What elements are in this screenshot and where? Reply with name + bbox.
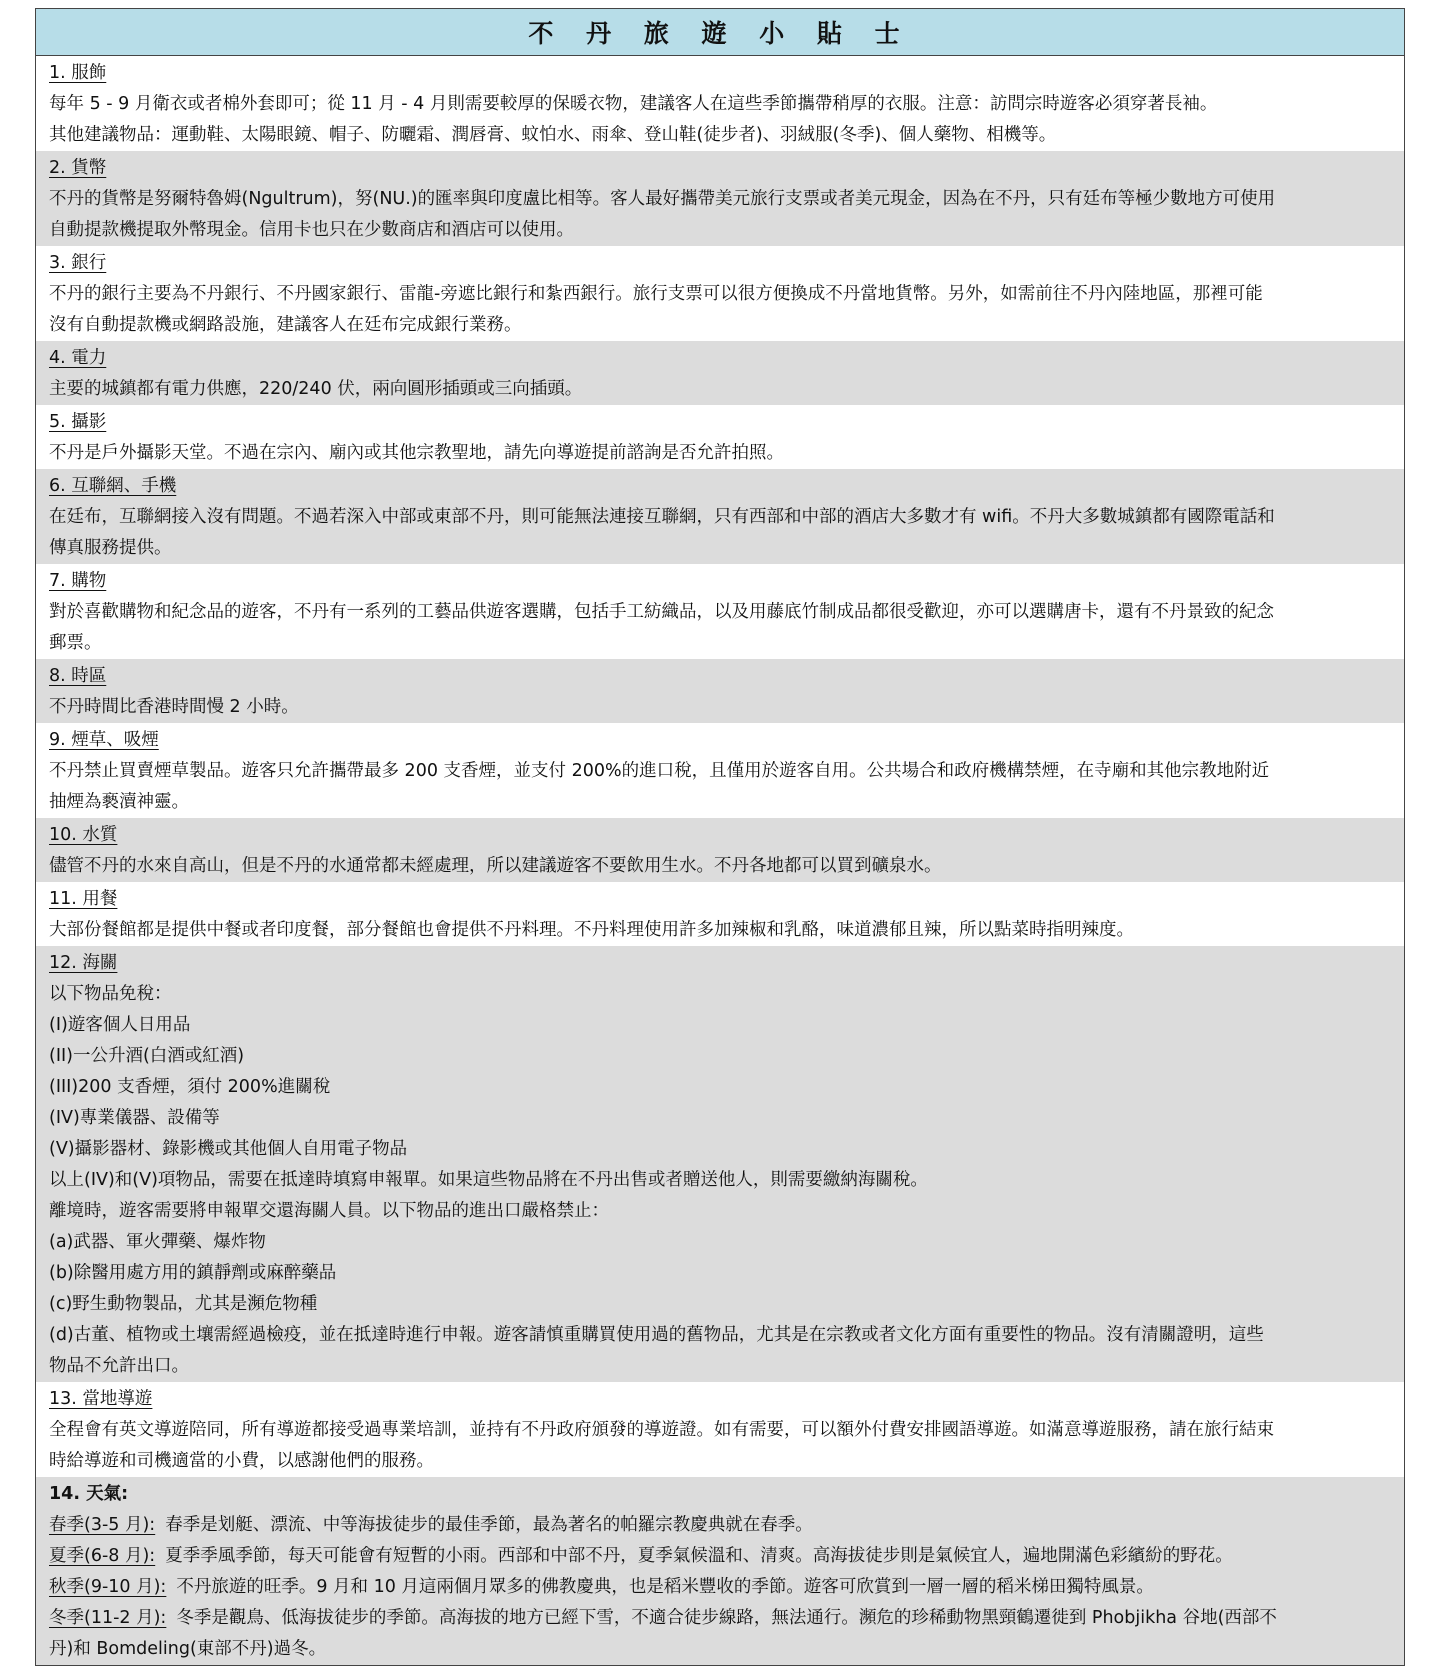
section-text-line: 在廷布，互聯網接入沒有問題。不過若深入中部或東部不丹，則可能無法連接互聯網，只有西部和中部的酒店大多數才有 wifi。不丹大多數城鎮都有國際電話和 [49,507,1275,527]
season-row [49,1572,1391,1603]
section-heading: 13. 當地導遊 [49,1389,153,1409]
section-text-line: (b)除醫用處方用的鎮靜劑或麻醉藥品 [49,1263,337,1283]
section-text-line: (c)野生動物製品，尤其是瀕危物種 [49,1294,318,1314]
section-text-line: 時給導遊和司機適當的小費，以感謝他們的服務。 [49,1451,434,1471]
season-continuation: 丹)和 Bomdeling(東部不丹)過冬。 [49,1639,327,1659]
section-text-line: (a)武器、軍火彈藥、爆炸物 [49,1232,266,1252]
section-text-line: 抽煙為褻瀆神靈。 [49,792,189,812]
section-heading: 6. 互聯網、手機 [49,476,177,496]
season-label: 秋季(9-10 月): [49,1577,167,1597]
section-heading: 1. 服飾 [49,63,107,83]
section-12 [36,946,1404,1382]
section-11 [36,882,1404,946]
season-label: 春季(3-5 月): [49,1515,156,1535]
season-text: 春季是划艇、漂流、中等海拔徒步的最佳季節，最為著名的帕羅宗教慶典就在春季。 [165,1515,813,1535]
section-text-line: 其他建議物品：運動鞋、太陽眼鏡、帽子、防曬霜、潤唇膏、蚊怕水、雨傘、登山鞋(徒步者)、羽絨服(冬季)、個人藥物、相機等。 [49,125,1057,145]
section-text-line: (d)古董、植物或土壤需經過檢疫，並在抵達時進行申報。遊客請慎重購買使用過的舊物品，尤其是在宗教或者文化方面有重要性的物品。沒有清關證明，這些 [49,1325,1264,1345]
section-1 [36,56,1404,151]
section-weather [36,1477,1404,1665]
season-text: 夏季季風季節，每天可能會有短暫的小雨。西部和中部不丹，夏季氣候溫和、清爽。高海拔徒步則是氣候宜人，遍地開滿色彩繽紛的野花。 [165,1546,1233,1566]
section-text-line: 不丹的銀行主要為不丹銀行、不丹國家銀行、雷龍-旁遮比銀行和紮西銀行。旅行支票可以很方便換成不丹當地貨幣。另外，如需前往不丹內陸地區，那裡可能 [49,284,1263,304]
section-text-line: 傳真服務提供。 [49,538,172,558]
section-4 [36,341,1404,405]
section-heading: 8. 時區 [49,666,107,686]
season-row [49,1603,1391,1634]
section-heading: 5. 攝影 [49,412,107,432]
section-13 [36,1382,1404,1477]
section-text-line: (V)攝影器材、錄影機或其他個人自用電子物品 [49,1139,408,1159]
section-text-line: 物品不允許出口。 [49,1356,189,1376]
section-7 [36,564,1404,659]
section-text-line: 不丹時間比香港時間慢 2 小時。 [49,697,299,717]
season-label: 夏季(6-8 月): [49,1546,156,1566]
section-text-line: 對於喜歡購物和紀念品的遊客，不丹有一系列的工藝品供遊客選購，包括手工紡織品，以及用藤底竹制成品都很受歡迎，亦可以選購唐卡，還有不丹景致的紀念 [49,602,1274,622]
section-8 [36,659,1404,723]
section-5 [36,405,1404,469]
section-3 [36,246,1404,341]
season-row [49,1510,1391,1541]
section-text-line: (I)遊客個人日用品 [49,1015,191,1035]
section-heading: 11. 用餐 [49,889,118,909]
section-heading: 7. 購物 [49,571,107,591]
section-text-line: 全程會有英文導遊陪同，所有導遊都接受過專業培訓，並持有不丹政府頒發的導遊證。如有需要，可以額外付費安排國語導遊。如滿意導遊服務，請在旅行結束 [49,1420,1274,1440]
section-heading: 4. 電力 [49,348,107,368]
season-label: 冬季(11-2 月): [49,1608,167,1628]
travel-tips-document [35,8,1405,1666]
section-text-line: (III)200 支香煙，須付 200%進關稅 [49,1077,331,1097]
season-row [49,1541,1391,1572]
section-text-line: 儘管不丹的水來自高山，但是不丹的水通常都未經處理，所以建議遊客不要飲用生水。不丹各地都可以買到礦泉水。 [49,856,942,876]
section-heading: 2. 貨幣 [49,158,107,178]
season-text: 冬季是觀鳥、低海拔徒步的季節。高海拔的地方已經下雪，不適合徒步線路，無法通行。瀕危的珍稀動物黑頸鶴遷徙到 Phobjikha 谷地(西部不 [176,1608,1277,1628]
section-text-line: 離境時，遊客需要將申報單交還海關人員。以下物品的進出口嚴格禁止： [49,1201,609,1221]
section-text-line: (IV)專業儀器、設備等 [49,1108,220,1128]
section-text-line: 郵票。 [49,633,102,653]
section-heading: 10. 水質 [49,825,118,845]
section-text-line: 不丹是戶外攝影天堂。不過在宗內、廟內或其他宗教聖地，請先向導遊提前諮詢是否允許拍照。 [49,443,784,463]
section-text-line: 自動提款機提取外幣現金。信用卡也只在少數商店和酒店可以使用。 [49,220,574,240]
section-text-line: (II)一公升酒(白酒或紅酒) [49,1046,245,1066]
section-9 [36,723,1404,818]
section-6 [36,469,1404,564]
season-text: 不丹旅遊的旺季。9 月和 10 月這兩個月眾多的佛教慶典，也是稻米豐收的季節。遊客可欣賞到一層一層的稻米梯田獨特風景。 [176,1577,1154,1597]
page-title: 不 丹 旅 遊 小 貼 士 [36,9,1404,56]
section-text-line: 每年 5 - 9 月衛衣或者棉外套即可；從 11 月 - 4 月則需要較厚的保暖衣物，建議客人在這些季節攜帶稍厚的衣服。注意：訪問宗時遊客必須穿著長袖。 [49,94,1218,114]
section-2 [36,151,1404,246]
section-text-line: 以上(IV)和(V)項物品，需要在抵達時填寫申報單。如果這些物品將在不丹出售或者贈送他人，則需要繳納海關稅。 [49,1170,928,1190]
section-text-line: 以下物品免稅： [49,984,172,1004]
section-heading: 14. 天氣: [49,1484,129,1504]
section-text-line: 大部份餐館都是提供中餐或者印度餐，部分餐館也會提供不丹料理。不丹料理使用許多加辣椒和乳酪，味道濃郁且辣，所以點菜時指明辣度。 [49,920,1134,940]
section-heading: 9. 煙草、吸煙 [49,730,159,750]
section-text-line: 不丹禁止買賣煙草製品。遊客只允許攜帶最多 200 支香煙，並支付 200%的進口稅，且僅用於遊客自用。公共場合和政府機構禁煙，在寺廟和其他宗教地附近 [49,761,1270,781]
section-10 [36,818,1404,882]
section-text-line: 主要的城鎮都有電力供應，220/240 伏，兩向圓形插頭或三向插頭。 [49,379,583,399]
section-text-line: 沒有自動提款機或網路設施，建議客人在廷布完成銀行業務。 [49,315,522,335]
section-text-line: 不丹的貨幣是努爾特魯姆(Ngultrum)，努(NU.)的匯率與印度盧比相等。客人最好攜帶美元旅行支票或者美元現金，因為在不丹，只有廷布等極少數地方可使用 [49,189,1276,209]
section-heading: 3. 銀行 [49,253,107,273]
section-heading: 12. 海關 [49,953,118,973]
sections-container [36,56,1404,1477]
